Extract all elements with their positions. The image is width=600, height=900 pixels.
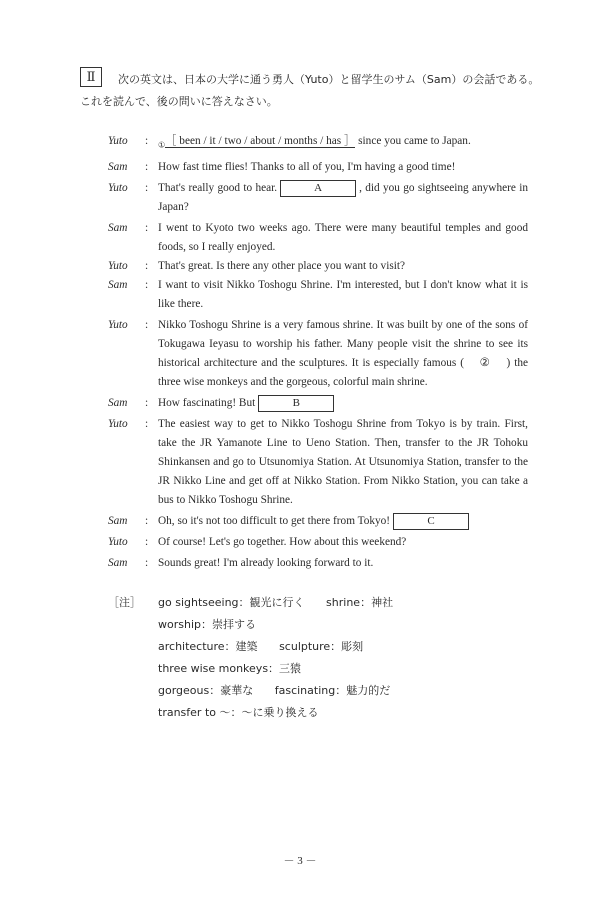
note-item: fascinating：魅力的だ — [274, 684, 391, 697]
dialog-line: Yuto : Of course! Let's go together. How about this weekend? — [108, 536, 407, 549]
notes-label: ［注］ — [108, 596, 141, 609]
dialog-line: Sam : How fascinating! But B — [108, 394, 528, 413]
note-item: sculpture：彫刻 — [279, 640, 364, 653]
dialog-line: Sam : Sounds great! I'm already looking forward to it. — [108, 557, 374, 570]
instruction-line-1: 次の英文は、日本の大学に通う勇人（Yuto）と留学生のサム（Sam）の会話である。 — [118, 73, 540, 86]
blank-2: ② — [479, 357, 491, 370]
dialog-line: Sam : I went to Kyoto two weeks ago. There were many beautiful temples and good foods, so I really enjoyed. — [108, 222, 528, 254]
speaker: Yuto — [108, 135, 128, 147]
answer-box-a: A — [280, 180, 356, 197]
page-number: － 3 － — [283, 855, 317, 867]
dialog-line: Yuto : That's really good to hear. A , did you go sightseeing anywhere in Japan? — [108, 182, 528, 214]
note-item: architecture：建築 — [158, 640, 258, 653]
note-item: three wise monkeys：三猿 — [158, 662, 302, 675]
dialog-line: Yuto : The easiest way to get to Nikko Toshogu Shrine from Tokyo is by train. First, take the JR Yamanote Line to Ueno Station. Then, transfer to the JR Tohoku Shinkansen and go to Utsunomiya Station. At Utsunomiya Station, transfer to the JR Nikko Line and get off at Nikko Station. From Nikko Station, you can take a bus to Nikko Toshogu Shrine. — [108, 418, 528, 507]
section-number-box: Ⅱ — [80, 67, 102, 87]
dialog-line: Sam : I want to visit Nikko Toshogu Shrine. I'm interested, but I don't know what it is like there. — [108, 279, 528, 311]
note-item: transfer to ～：～に乗り換える — [158, 706, 319, 719]
dialog — [108, 132, 528, 573]
dialog-line: Yuto : $_①$［ been / it / two / about / months / has ］ since you came to Japan. — [108, 132, 528, 154]
note-item: shrine：神社 — [326, 596, 394, 609]
instruction-line-2: これを読んで、後の問いに答えなさい。 — [80, 95, 278, 108]
note-item: go sightseeing：観光に行く — [158, 596, 305, 609]
dialog-line: Sam : Oh, so it's not too difficult to get there from Tokyo! C — [108, 512, 528, 531]
answer-box-b: B — [258, 395, 334, 412]
note-item: worship：崇拝する — [158, 618, 256, 631]
vocabulary-notes — [108, 592, 528, 724]
note-item: gorgeous：豪華な — [158, 684, 254, 697]
dialog-line: Yuto : Nikko Toshogu Shrine is a very famous shrine. It was built by one of the sons of Tokugawa Ieyasu to worship his father. Many people visit the shrine to see its historical architecture and the sculptures. It is especially famous ( ② ) the three wise monkeys and the gorgeous, colorful main shrine. — [108, 319, 529, 389]
question-marker-1: ① — [158, 140, 166, 150]
dialog-line: Sam : How fast time flies! Thanks to all of you, I'm having a good time! — [108, 161, 456, 174]
dialog-line: Yuto : That's great. Is there any other place you want to visit? — [108, 260, 406, 273]
word-reorder-bracket: ［ been / it / two / about / months / has ］ — [165, 135, 356, 147]
answer-box-c: C — [393, 513, 469, 530]
